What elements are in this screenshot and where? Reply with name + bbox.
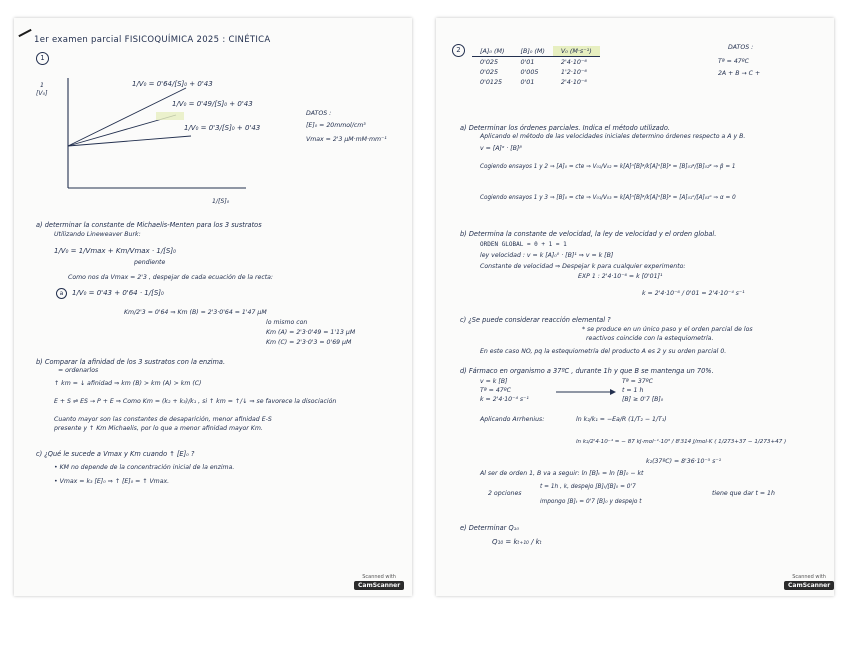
part-a-line: Aplicando el método de las velocidades iniciales determino órdenes respecto a A y B.	[480, 133, 746, 140]
table-row	[472, 77, 600, 87]
part-d-given: Tª = 47ºC	[480, 387, 511, 394]
part-a-line: Como nos da Vmax = 2'3 , despejar de cada ecuación de la recta:	[68, 274, 274, 281]
datos-temp: Tª = 47ºC	[718, 58, 749, 65]
part-a-line: Cogiendo ensayos 1 y 3 ⇒ [B]₀ = cte ⇒ V₀₁/V₀₃ = k[A]ᵅ[B]ᵝ/k[A]ᵅ[B]ᵝ = [A]₀₁ᵅ/[A]₀₃ᵅ ⇒ α = 0	[480, 195, 736, 201]
part-d-given: k = 2'4·10⁻⁴ s⁻¹	[480, 396, 529, 403]
part-a-title: a) Determinar los órdenes parciales. Indica el método utilizado.	[460, 124, 670, 132]
table-header-row	[472, 46, 600, 57]
part-d-target: Tª = 37ºC	[622, 378, 653, 385]
part-b-title: b) Comparar la afinidad de los 3 sustratos con la enzima.	[36, 358, 226, 366]
table-header: [B]₀ (M)	[512, 46, 552, 57]
table-row	[472, 67, 600, 77]
part-b-title: b) Determina la constante de velocidad, la ley de velocidad y el orden global.	[460, 230, 717, 238]
table-cell: 1'2·10⁻⁶	[560, 68, 587, 76]
part-d-options-label: 2 opciones	[488, 490, 522, 497]
part-c-line: En este caso NO, pq la estequiometría del producto A es 2 y su orden parcial 0.	[480, 348, 727, 355]
part-a-title: a) determinar la constante de Michaelis-Menten para los 3 sustratos	[36, 221, 262, 229]
part-d-option-1: t = 1h , k, despejo [B]ₜ/[B]₀ = 0'7	[540, 484, 636, 490]
part-d-k2: k₂(37ºC) = 8'36·10⁻⁵ s⁻¹	[646, 458, 722, 465]
part-c-line: * se produce en un único paso y el orden parcial de los	[582, 326, 753, 333]
scanner-badge	[354, 574, 404, 590]
graph-y-label-top: 1	[40, 82, 44, 89]
datos-e0: [E]₀ = 20mmol/cm³	[306, 122, 366, 129]
graph-eq-mid: 1/V₀ = 0'49/[S]₀ + 0'43	[172, 100, 253, 108]
scanner-name: CamScanner	[784, 581, 834, 590]
part-d-target: [B] ≥ 0'7 [B]₀	[622, 396, 664, 403]
part-d-target: t = 1 h	[622, 387, 644, 394]
part-a-km-c: Km (C) = 2'3·0'3 = 0'69 μM	[266, 339, 352, 346]
exam-page-right	[436, 18, 834, 596]
part-d-title: d) Fármaco en organismo a 37ºC , durante 1h y que B se mantenga un 70%.	[460, 367, 714, 375]
part-b-line: k = 2'4·10⁻⁶ / 0'01 = 2'4·10⁻⁴ s⁻¹	[642, 290, 745, 297]
part-c-line: reactivos coincide con la estequiometría.	[586, 335, 714, 342]
rate-data-table	[472, 46, 600, 87]
table-cell: 0'0125	[480, 78, 503, 86]
exam-page-left	[14, 18, 412, 596]
part-b-line: E + S ⇌ ES → P + E ⇒ Como Km = (k₂ + k₃)/k₁ , si ↑ km = ↑/↓ ⇒ se favorece la disociación	[54, 398, 337, 405]
part-b-line: EXP 1 : 2'4·10⁻⁶ = k [0'01]¹	[578, 273, 663, 280]
scanner-name: CamScanner	[354, 581, 404, 590]
graph-y-label-bottom: [V₀]	[36, 90, 48, 97]
table-cell: 2'4·10⁻⁶	[560, 58, 587, 66]
graph-eq-top: 1/V₀ = 0'64/[S]₀ + 0'43	[132, 80, 213, 88]
question-2-number: 2	[452, 44, 465, 57]
scanner-caption: Scanned with	[362, 574, 396, 580]
part-d-arrhenius-label: Aplicando Arrhenius:	[480, 416, 545, 423]
table-cell: 0'025	[480, 58, 499, 66]
table-cell: 0'005	[520, 68, 539, 76]
part-a-km-a: Km (A) = 2'3·0'49 = 1'13 μM	[266, 329, 356, 336]
part-a-same: lo mismo con	[266, 319, 308, 326]
part-e-title: e) Determinar Q₁₀	[460, 524, 519, 532]
part-b-line: ↑ km = ↓ afinidad ⇒ km (B) > km (A) > km (C)	[54, 380, 202, 387]
part-a-equation: 1/V₀ = 1/Vmax + Km/Vmax · 1/[S]₀	[54, 247, 176, 255]
part-b-line: ley velocidad : v = k [A]₀⁰ · [B]¹ ⇒ v = k [B]	[480, 252, 614, 259]
part-b-sub: = ordenarlos	[58, 367, 99, 374]
question-1-number: 1	[36, 52, 49, 65]
ink-mark	[18, 29, 31, 37]
table-cell: 0'025	[480, 68, 499, 76]
exam-title: 1er examen parcial FISICOQUÍMICA 2025 : CINÉTICA	[34, 35, 271, 45]
part-c-title: c) ¿Qué le sucede a Vmax y Km cuando ↑ [E]₀ ?	[36, 450, 195, 458]
arrow-icon	[556, 388, 616, 396]
datos-vmax: Vmax = 2'3 μM·mM·mm⁻¹	[306, 136, 387, 143]
datos-label: DATOS :	[306, 110, 332, 117]
part-c-title: c) ¿Se puede considerar reacción elemental ?	[460, 316, 611, 324]
part-d-given: v = k [B]	[480, 378, 508, 385]
table-cell: 2'4·10⁻⁶	[560, 78, 587, 86]
part-d-arrhenius-eq: ln k₂/k₁ = −Ea/R (1/T₂ − 1/T₁)	[576, 416, 667, 423]
scanner-caption: Scanned with	[792, 574, 826, 580]
part-c-line: • KM no depende de la concentración inicial de la enzima.	[54, 464, 235, 471]
part-b-line: Constante de velocidad ⇒ Despejar k para cualquier experimento:	[480, 263, 686, 270]
part-a-line: Cogiendo ensayos 1 y 2 ⇒ [A]₀ = cte ⇒ V₀₁/V₀₂ = k[A]ᵅ[B]ᵝ/k[A]ᵅ[B]ᵝ = [B]₀₁ᵝ/[B]₀₂ᵝ ⇒ β = 1	[480, 164, 736, 170]
datos-label: DATOS :	[728, 44, 754, 51]
part-c-line: • Vmax = k₃ [E]₀ ⇒ ↑ [E]₀ = ↑ Vmax.	[54, 478, 170, 485]
part-a-line: v = [A]ᵅ · [B]ᵝ	[480, 145, 522, 152]
datos-reaction: 2A + B → C +	[718, 70, 761, 77]
table-cell: 0'01	[520, 78, 535, 86]
scanner-badge	[784, 574, 834, 590]
table-row	[472, 57, 600, 68]
part-a-line: Utilizando Lineweaver Burk:	[54, 231, 141, 238]
part-d-order: Al ser de orden 1, B va a seguir: ln [B]ₜ = ln [B]₀ − kt	[480, 470, 644, 477]
part-b-line: presente y ↑ Km Michaelis, por lo que a menor afinidad mayor Km.	[54, 425, 263, 432]
part-a-eq2: 1/V₀ = 0'43 + 0'64 · 1/[S]₀	[72, 289, 164, 297]
part-d-arrhenius-eq: ln k₂/2'4·10⁻⁴ = − 87 kJ·mol⁻¹·10³ / 8'314 J/mol·K ( 1/273+37 − 1/273+47 )	[576, 439, 787, 445]
part-d-conclusion: tiene que dar t = 1h	[712, 490, 775, 497]
part-a-pendiente: pendiente	[134, 259, 166, 266]
graph-x-label: 1/[S]₀	[212, 198, 230, 205]
part-a-eq3: Km/2'3 = 0'64 ⇒ Km (B) = 2'3·0'64 = 1'47 μM	[124, 309, 267, 316]
table-cell: 0'01	[520, 58, 535, 66]
highlight-mark	[156, 112, 184, 120]
graph-eq-low: 1/V₀ = 0'3/[S]₀ + 0'43	[184, 124, 261, 132]
table-header: [A]₀ (M)	[472, 46, 512, 57]
table-header: V₀ (M·s⁻¹)	[553, 46, 600, 57]
part-b-line: ORDEN GLOBAL = 0 + 1 = 1	[480, 241, 567, 248]
part-a-circle: a	[56, 288, 67, 299]
part-e-eq: Q₁₀ = kₜ₊₁₀ / kₜ	[492, 538, 542, 546]
part-b-line: Cuanto mayor son las constantes de desaparición, menor afinidad E-S	[54, 416, 272, 423]
lineweaver-burk-graph	[46, 68, 256, 208]
part-d-option-2: impongo [B]ₜ = 0'7 [B]₀ y despejo t	[540, 499, 642, 505]
